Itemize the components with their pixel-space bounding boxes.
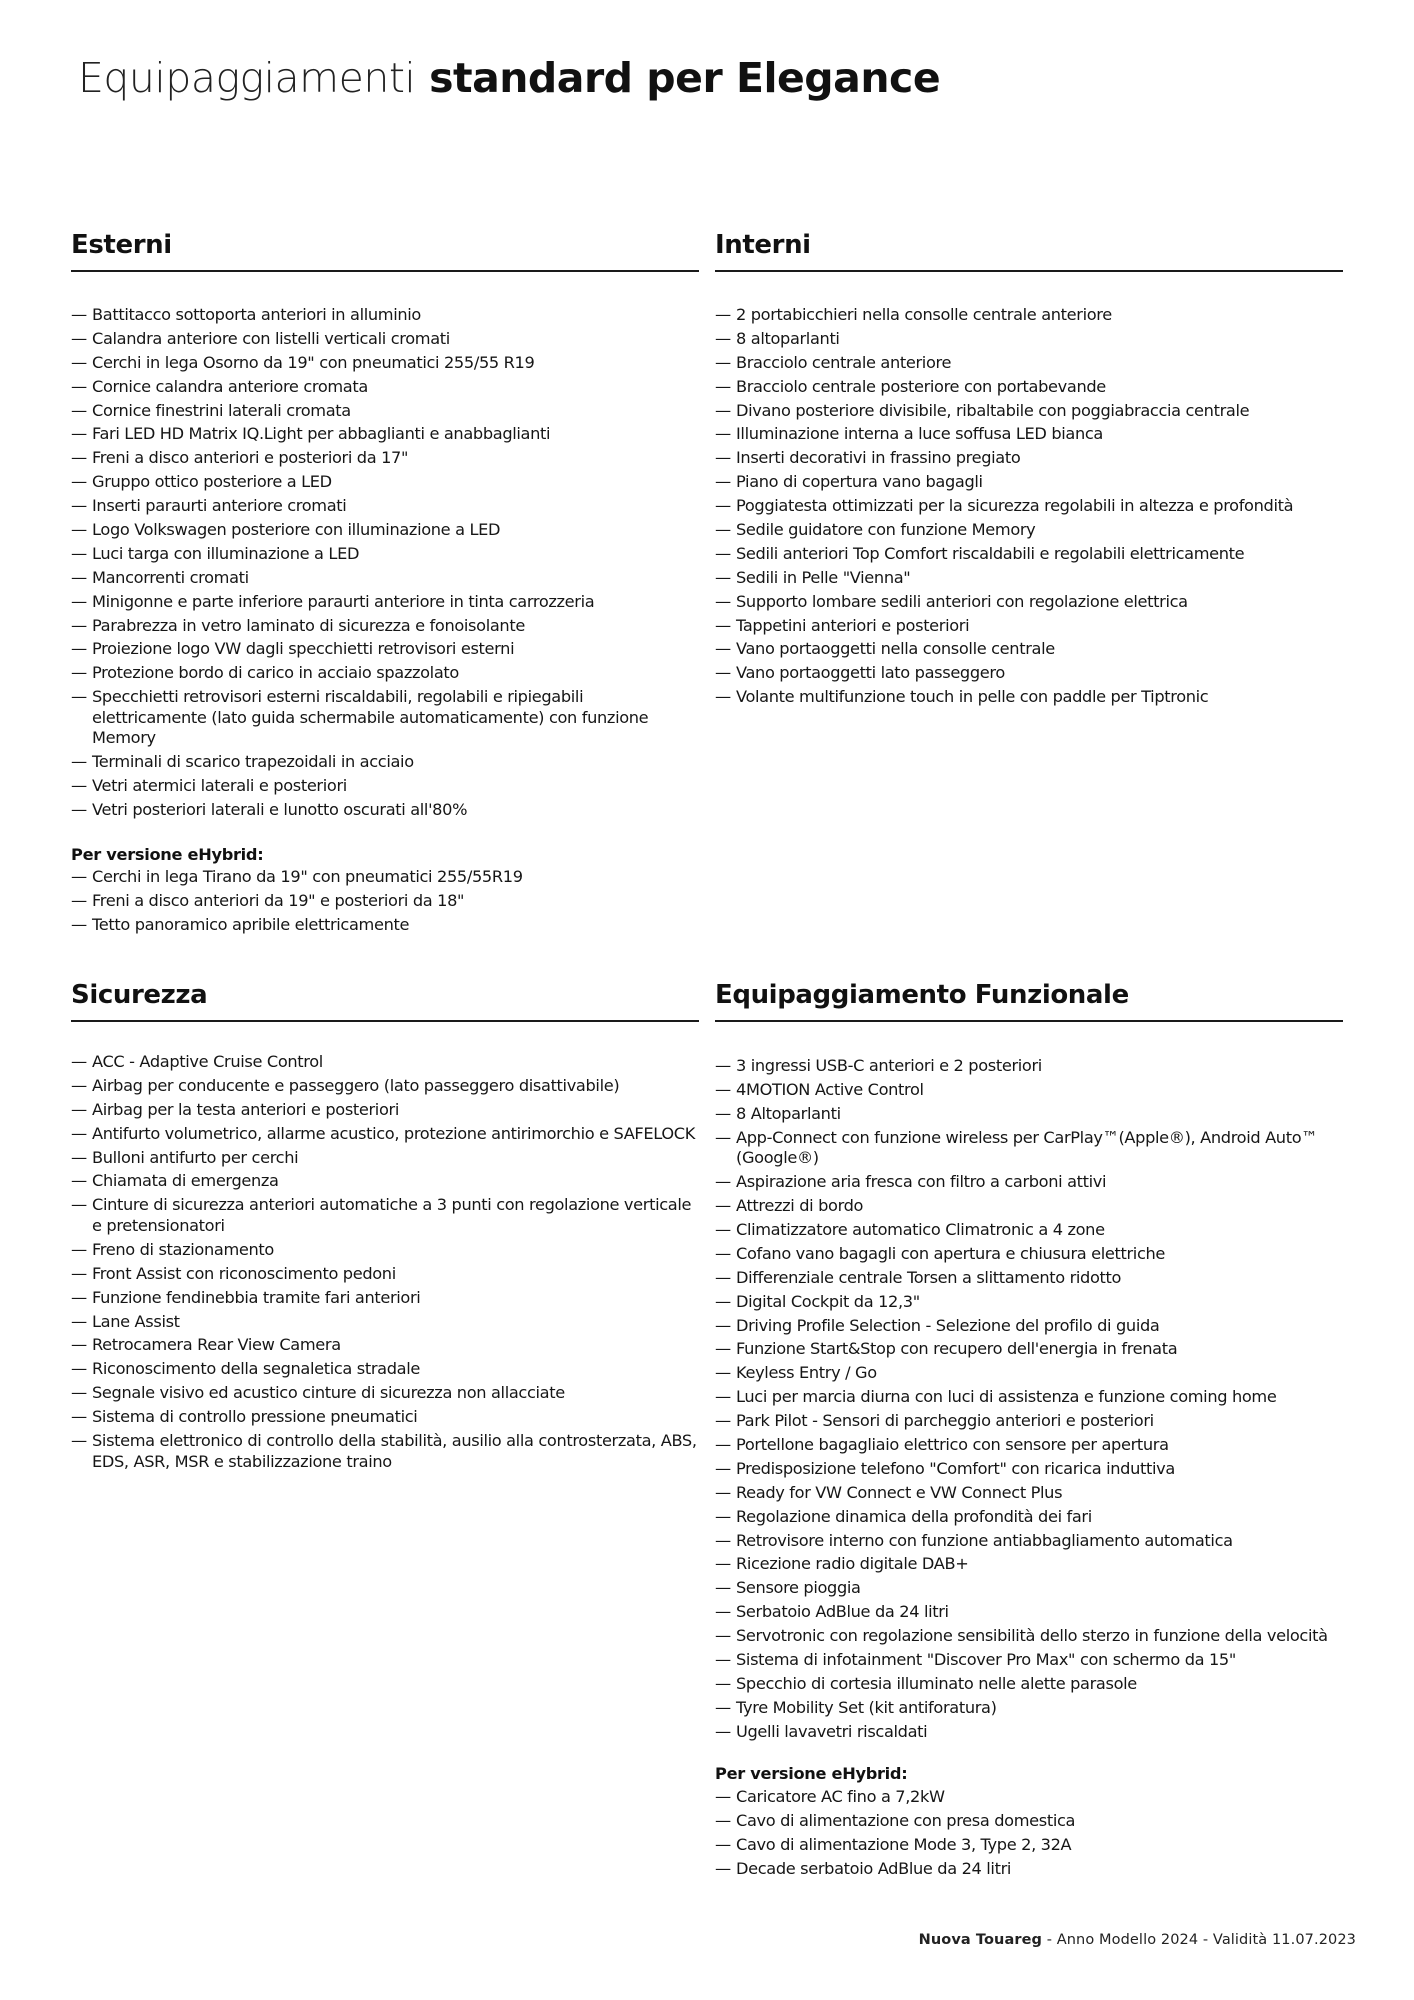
list-item: — Lane Assist: [71, 1312, 699, 1333]
list-item: — Freno di stazionamento: [71, 1240, 699, 1261]
list-item: — 2 portabicchieri nella consolle centrale anteriore: [715, 305, 1343, 326]
list-item: — Driving Profile Selection - Selezione del profilo di guida: [715, 1316, 1343, 1337]
list-item: — Tappetini anteriori e posteriori: [715, 616, 1343, 637]
list-item: — Poggiatesta ottimizzati per la sicurezza regolabili in altezza e profondità: [715, 496, 1343, 517]
list-item: — Vetri atermici laterali e posteriori: [71, 776, 699, 797]
list-item: — Fari LED HD Matrix IQ.Light per abbaglianti e anabbaglianti: [71, 424, 699, 445]
list-item: — Specchietti retrovisori esterni riscaldabili, regolabili e ripiegabili elettricamente (lato guida schermabile automaticamente) con funzione Memory: [71, 687, 699, 749]
page-title: [78, 54, 940, 102]
list-item: — Cerchi in lega Tirano da 19" con pneumatici 255/55R19: [71, 867, 699, 888]
list-item: — Decade serbatoio AdBlue da 24 litri: [715, 1859, 1343, 1880]
list-item: — Sensore pioggia: [715, 1578, 1343, 1599]
list-item: — Terminali di scarico trapezoidali in acciaio: [71, 752, 699, 773]
list-item: — Ricezione radio digitale DAB+: [715, 1554, 1343, 1575]
list-item: — Funzione fendinebbia tramite fari anteriori: [71, 1288, 699, 1309]
items-list-interni: [715, 305, 1343, 708]
section-sicurezza: [71, 980, 699, 1475]
list-item: — Sedili anteriori Top Comfort riscaldabili e regolabili elettricamente: [715, 544, 1343, 565]
ehybrid-list-esterni: [71, 867, 699, 935]
list-item: — Sistema di controllo pressione pneumatici: [71, 1407, 699, 1428]
list-item: — Vetri posteriori laterali e lunotto oscurati all'80%: [71, 800, 699, 821]
list-item: — Differenziale centrale Torsen a slittamento ridotto: [715, 1268, 1343, 1289]
list-item: — Keyless Entry / Go: [715, 1363, 1343, 1384]
title-light: Equipaggiamenti: [78, 54, 416, 102]
list-item: — Volante multifunzione touch in pelle con paddle per Tiptronic: [715, 687, 1343, 708]
list-item: — Chiamata di emergenza: [71, 1171, 699, 1192]
list-item: — Climatizzatore automatico Climatronic a 4 zone: [715, 1220, 1343, 1241]
section-funzionale: [715, 980, 1343, 1882]
ehybrid-heading-funzionale: Per versione eHybrid:: [715, 1764, 908, 1784]
list-item: — 3 ingressi USB-C anteriori e 2 posteriori: [715, 1056, 1343, 1077]
list-item: — Servotronic con regolazione sensibilità dello sterzo in funzione della velocità: [715, 1626, 1343, 1647]
list-item: — Parabrezza in vetro laminato di sicurezza e fonoisolante: [71, 616, 699, 637]
list-item: — Airbag per conducente e passeggero (lato passeggero disattivabile): [71, 1076, 699, 1097]
list-item: — Tetto panoramico apribile elettricamente: [71, 915, 699, 936]
section-heading-interni: Interni: [715, 230, 1343, 272]
ehybrid-list-funzionale: [715, 1787, 1343, 1879]
list-item: — 8 altoparlanti: [715, 329, 1343, 350]
list-item: — Luci per marcia diurna con luci di assistenza e funzione coming home: [715, 1387, 1343, 1408]
items-list-funzionale: [715, 1056, 1343, 1742]
ehybrid-heading-esterni: Per versione eHybrid:: [71, 844, 264, 864]
list-item: — Bracciolo centrale anteriore: [715, 353, 1343, 374]
list-item: — Sistema di infotainment "Discover Pro Max" con schermo da 15": [715, 1650, 1343, 1671]
list-item: — Cornice calandra anteriore cromata: [71, 377, 699, 398]
title-bold: standard per Elegance: [429, 54, 941, 102]
list-item: — Digital Cockpit da 12,3": [715, 1292, 1343, 1313]
list-item: — Battitacco sottoporta anteriori in alluminio: [71, 305, 699, 326]
list-item: — Inserti paraurti anteriore cromati: [71, 496, 699, 517]
list-item: — Mancorrenti cromati: [71, 568, 699, 589]
list-item: — 8 Altoparlanti: [715, 1104, 1343, 1125]
list-item: — Riconoscimento della segnaletica stradale: [71, 1359, 699, 1380]
list-item: — Cornice finestrini laterali cromata: [71, 401, 699, 422]
footer-model: Nuova Touareg: [918, 1932, 1042, 1948]
section-esterni: [71, 230, 699, 939]
list-item: — Cinture di sicurezza anteriori automatiche a 3 punti con regolazione verticale e pretensionatori: [71, 1195, 699, 1236]
list-item: — Vano portaoggetti nella consolle centrale: [715, 639, 1343, 660]
list-item: — 4MOTION Active Control: [715, 1080, 1343, 1101]
list-item: — Vano portaoggetti lato passeggero: [715, 663, 1343, 684]
list-item: — Calandra anteriore con listelli verticali cromati: [71, 329, 699, 350]
list-item: — Antifurto volumetrico, allarme acustico, protezione antirimorchio e SAFELOCK: [71, 1124, 699, 1145]
section-heading-sicurezza: Sicurezza: [71, 980, 699, 1022]
list-item: — Sistema elettronico di controllo della stabilità, ausilio alla controsterzata, ABS, EDS, ASR, MSR e stabilizzazione traino: [71, 1431, 699, 1472]
list-item: — Luci targa con illuminazione a LED: [71, 544, 699, 565]
list-item: — Illuminazione interna a luce soffusa LED bianca: [715, 424, 1343, 445]
footer: [919, 1932, 1356, 1948]
list-item: — Protezione bordo di carico in acciaio spazzolato: [71, 663, 699, 684]
list-item: — Portellone bagagliaio elettrico con sensore per apertura: [715, 1435, 1343, 1456]
list-item: — Caricatore AC fino a 7,2kW: [715, 1787, 1343, 1808]
list-item: — Freni a disco anteriori e posteriori da 17": [71, 448, 699, 469]
list-item: — Proiezione logo VW dagli specchietti retrovisori esterni: [71, 639, 699, 660]
list-item: — Tyre Mobility Set (kit antiforatura): [715, 1698, 1343, 1719]
list-item: — Cerchi in lega Osorno da 19" con pneumatici 255/55 R19: [71, 353, 699, 374]
section-heading-esterni: Esterni: [71, 230, 699, 272]
list-item: — Sedili in Pelle "Vienna": [715, 568, 1343, 589]
list-item: — Sedile guidatore con funzione Memory: [715, 520, 1343, 541]
list-item: — Supporto lombare sedili anteriori con regolazione elettrica: [715, 592, 1343, 613]
list-item: — Inserti decorativi in frassino pregiato: [715, 448, 1343, 469]
list-item: — Bulloni antifurto per cerchi: [71, 1148, 699, 1169]
list-item: — Cofano vano bagagli con apertura e chiusura elettriche: [715, 1244, 1343, 1265]
list-item: — Aspirazione aria fresca con filtro a carboni attivi: [715, 1172, 1343, 1193]
list-item: — Ready for VW Connect e VW Connect Plus: [715, 1483, 1343, 1504]
items-list-sicurezza: [71, 1052, 699, 1472]
list-item: — Retrovisore interno con funzione antiabbagliamento automatica: [715, 1531, 1343, 1552]
list-item: — Serbatoio AdBlue da 24 litri: [715, 1602, 1343, 1623]
list-item: — Ugelli lavavetri riscaldati: [715, 1722, 1343, 1743]
list-item: — Cavo di alimentazione Mode 3, Type 2, 32A: [715, 1835, 1343, 1856]
list-item: — Divano posteriore divisibile, ribaltabile con poggiabraccia centrale: [715, 401, 1343, 422]
list-item: — Specchio di cortesia illuminato nelle alette parasole: [715, 1674, 1343, 1695]
list-item: — Park Pilot - Sensori di parcheggio anteriori e posteriori: [715, 1411, 1343, 1432]
list-item: — Regolazione dinamica della profondità dei fari: [715, 1507, 1343, 1528]
list-item: — Airbag per la testa anteriori e posteriori: [71, 1100, 699, 1121]
footer-details: - Anno Modello 2024 - Validità 11.07.2023: [1042, 1932, 1356, 1948]
section-heading-funzionale: Equipaggiamento Funzionale: [715, 980, 1343, 1022]
list-item: — Gruppo ottico posteriore a LED: [71, 472, 699, 493]
list-item: — Bracciolo centrale posteriore con portabevande: [715, 377, 1343, 398]
list-item: — Segnale visivo ed acustico cinture di sicurezza non allacciate: [71, 1383, 699, 1404]
list-item: — Cavo di alimentazione con presa domestica: [715, 1811, 1343, 1832]
list-item: — Predisposizione telefono "Comfort" con ricarica induttiva: [715, 1459, 1343, 1480]
list-item: — Retrocamera Rear View Camera: [71, 1335, 699, 1356]
list-item: — Attrezzi di bordo: [715, 1196, 1343, 1217]
list-item: — Logo Volkswagen posteriore con illuminazione a LED: [71, 520, 699, 541]
section-interni: [715, 230, 1343, 711]
list-item: — Funzione Start&Stop con recupero dell'energia in frenata: [715, 1339, 1343, 1360]
list-item: — Freni a disco anteriori da 19" e posteriori da 18": [71, 891, 699, 912]
items-list-esterni: [71, 305, 699, 821]
list-item: — Piano di copertura vano bagagli: [715, 472, 1343, 493]
list-item: — Front Assist con riconoscimento pedoni: [71, 1264, 699, 1285]
list-item: — Minigonne e parte inferiore paraurti anteriore in tinta carrozzeria: [71, 592, 699, 613]
list-item: — ACC - Adaptive Cruise Control: [71, 1052, 699, 1073]
list-item: — App-Connect con funzione wireless per CarPlay™(Apple®), Android Auto™ (Google®): [715, 1128, 1343, 1169]
